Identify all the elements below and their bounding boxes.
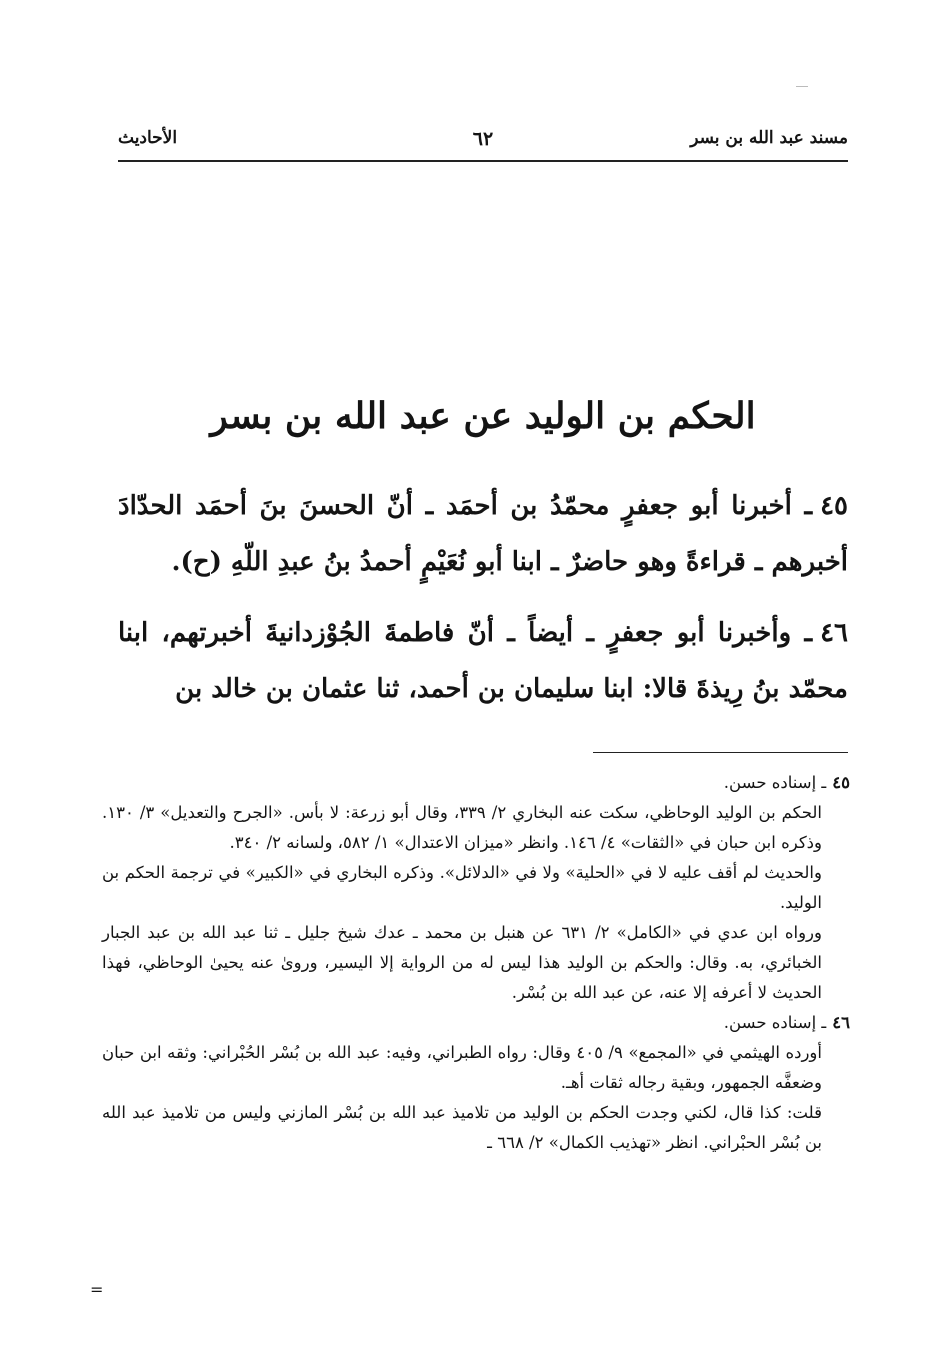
continuation-mark: =	[90, 1280, 104, 1299]
scan-mark	[796, 86, 808, 87]
header-book-title: مسند عبد الله بن بسر	[690, 128, 848, 148]
footnote-46-para-2: قلت: كذا قال، لكني وجدت الحكم بن الوليد من تلاميذ عبد الله بن بُسْر المازني وليس من تلاميذ عبد الله بن بُسْر الحبْراني. انظر «تهذيب الكمال» ٢/ ٦٦٨ ـ	[102, 1103, 822, 1152]
footnote-45-head	[102, 768, 850, 798]
header-section-name: الأحاديث	[118, 128, 178, 148]
footnote-46-head	[102, 1008, 850, 1038]
hadith-45-text: ـ أخبرنا أبو جعفرٍ محمّدُ بن أحمَد ـ أنّ الحسنَ بنَ أحمَد الحدّادَ أخبرهم ـ قراءةً وهو حاضرٌ ـ ابنا أبو نُعَيْمٍ أحمدُ بنُ عبدِ اللّهِ (ح).	[118, 491, 848, 577]
hadith-45-number: ٤٥	[820, 491, 848, 521]
footnote-45-para-2: والحديث لم أقف عليه لا في «الحلية» ولا في «الدلائل». وذكره البخاري في «الكبير» في ترجمة الحكم بن الوليد.	[102, 863, 822, 912]
running-header	[118, 128, 848, 158]
section-title: الحكم بن الوليد عن عبد الله بن بسر	[210, 395, 756, 437]
footnote-rule	[593, 752, 848, 753]
footnote-46	[102, 1008, 850, 1158]
footnote-45-para-3: ورواه ابن عدي في «الكامل» ٢/ ٦٣١ عن هنبل بن محمد ـ عدك شيخ جليل ـ ثنا عبد الله بن عبد الجبار الخبائري، به. وقال: والحكم بن الوليد هذا ليس له من الرواية إلا اليسير، وروىٰ عنه يحيىٰ الوحاظي، فهذا الحديث لا أعرفه إلا عنه، عن عبد الله بن بُسْر.	[102, 923, 822, 1002]
footnote-45	[102, 768, 850, 1008]
footnote-45-number: ٤٥	[832, 773, 850, 792]
footnote-45-grade: ـ إسناده حسن.	[723, 773, 827, 792]
footnote-46-number: ٤٦	[832, 1013, 850, 1032]
hadith-45	[118, 478, 848, 590]
page-number: ٦٢	[472, 128, 494, 150]
header-rule	[118, 160, 848, 162]
footnote-45-para-1: الحكم بن الوليد الوحاظي، سكت عنه البخاري ٢/ ٣٣٩، وقال أبو زرعة: لا بأس. «الجرح والتعديل» ٣/ ١٣٠. وذكره ابن حبان في «الثقات» ٤/ ١٤٦. وانظر «ميزان الاعتدال» ١/ ٥٨٢، ولسانه ٢/ ٣٤٠.	[102, 803, 823, 852]
hadith-46-number: ٤٦	[820, 618, 848, 648]
hadith-46-text: ـ وأخبرنا أبو جعفرٍ ـ أيضاً ـ أنّ فاطمةَ الجُوْزدانيةَ أخبرتهم، ابنا محمّد بنُ رِيذةَ قالا: ابنا سليمان بن أحمد، ثنا عثمان بن خالد بن	[118, 618, 848, 704]
footnote-46-grade: ـ إسناده حسن.	[723, 1013, 827, 1032]
footnote-46-para-1: أورده الهيثمي في «المجمع» ٩/ ٤٠٥ وقال: رواه الطبراني، وفيه: عبد الله بن بُسْر الحُبْراني: وثقه ابن حبان وضعفَّه الجمهور، وبقية رجاله ثقات أهـ.	[102, 1043, 822, 1092]
footnotes	[102, 768, 850, 1158]
hadith-46	[118, 605, 848, 717]
